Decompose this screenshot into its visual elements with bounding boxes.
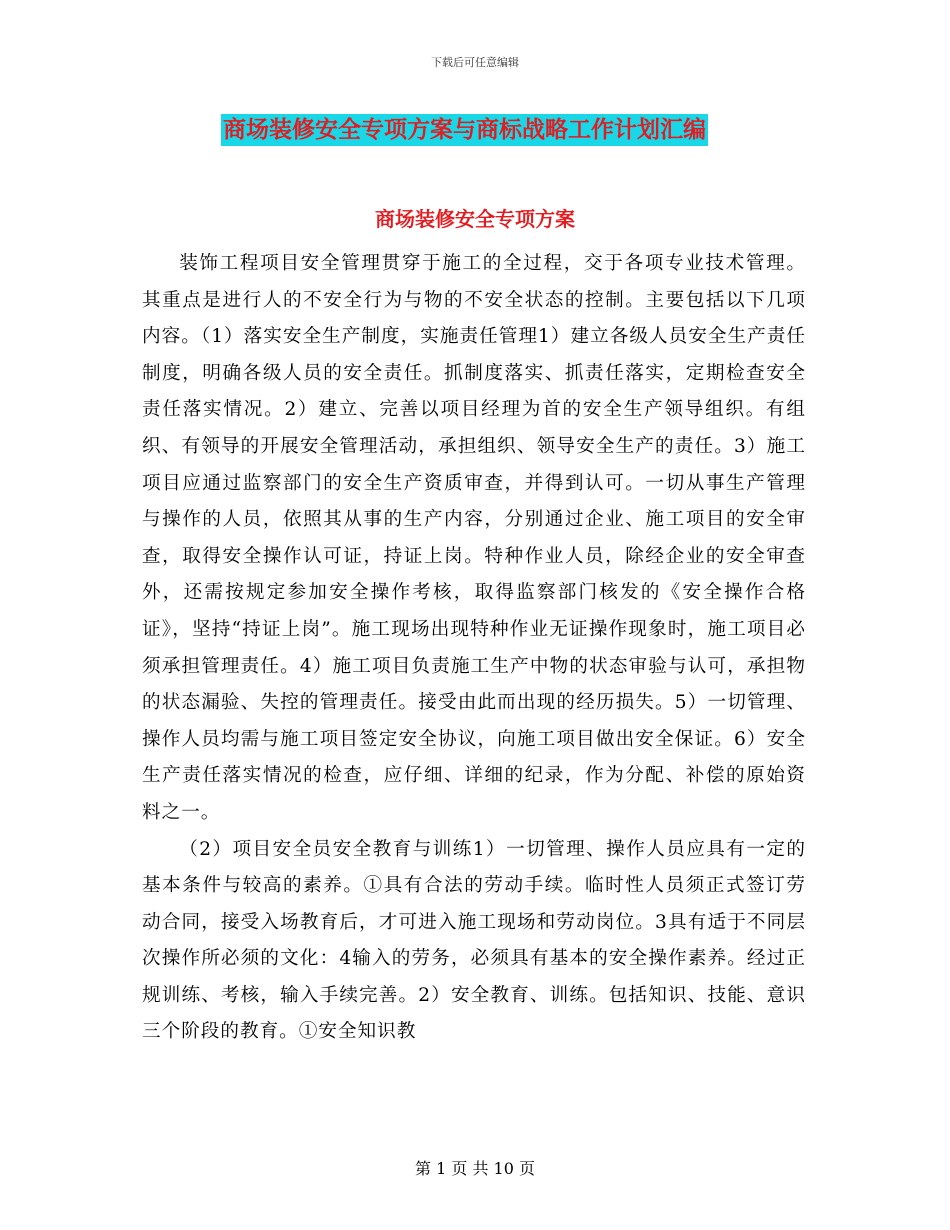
header-note: 下载后可任意编辑 [431,56,519,69]
page-footer: 第 1 页 共 10 页 [415,1159,535,1178]
body-text [142,246,806,1051]
paragraph-2: （2）项目安全员安全教育与训练1）一切管理、操作人员应具有一定的基本条件与较高的素养。①具有合法的劳动手续。临时性人员须正式签订劳动合同，接受入场教育后，才可进入施工现场和劳动岗位。3具有适于不同层次操作所必须的文化：4输入的劳务，必须具有基本的安全操作素养。经过正规训练、考核，输入手续完善。2）安全教育、训练。包括知识、技能、意识三个阶段的教育。①安全知识教 [142,838,806,1043]
section-title: 商场装修安全专项方案 [375,207,575,231]
document-title: 商场装修安全专项方案与商标战略工作计划汇编 [221,114,708,146]
paragraph-1: 装饰工程项目安全管理贯穿于施工的全过程，交于各项专业技术管理。其重点是进行人的不安全行为与物的不安全状态的控制。主要包括以下几项内容。（1）落实安全生产制度，实施责任管理1）建立各级人员安全生产责任制度，明确各级人员的安全责任。抓制度落实、抓责任落实，定期检查安全责任落实情况。2）建立、完善以项目经理为首的安全生产领导组织。有组织、有领导的开展安全管理活动，承担组织、领导安全生产的责任。3）施工项目应通过监察部门的安全生产资质审查，并得到认可。一切从事生产管理与操作的人员，依照其从事的生产内容，分别通过企业、施工项目的安全审查，取得安全操作认可证，持证上岗。特种作业人员，除经企业的安全审查外，还需按规定参加安全操作考核，取得监察部门核发的《安全操作合格证》，坚持“持证上岗”。施工现场出现特种作业无证操作现象时，施工项目必须承担管理责任。4）施工项目负责施工生产中物的状态审验与认可，承担物的状态漏验、失控的管理责任。接受由此而出现的经历损失。5）一切管理、操作人员均需与施工项目签定安全协议，向施工项目做出安全保证。6）安全生产责任落实情况的检查，应仔细、详细的纪录，作为分配、补偿的原始资料之一。 [142,253,806,823]
